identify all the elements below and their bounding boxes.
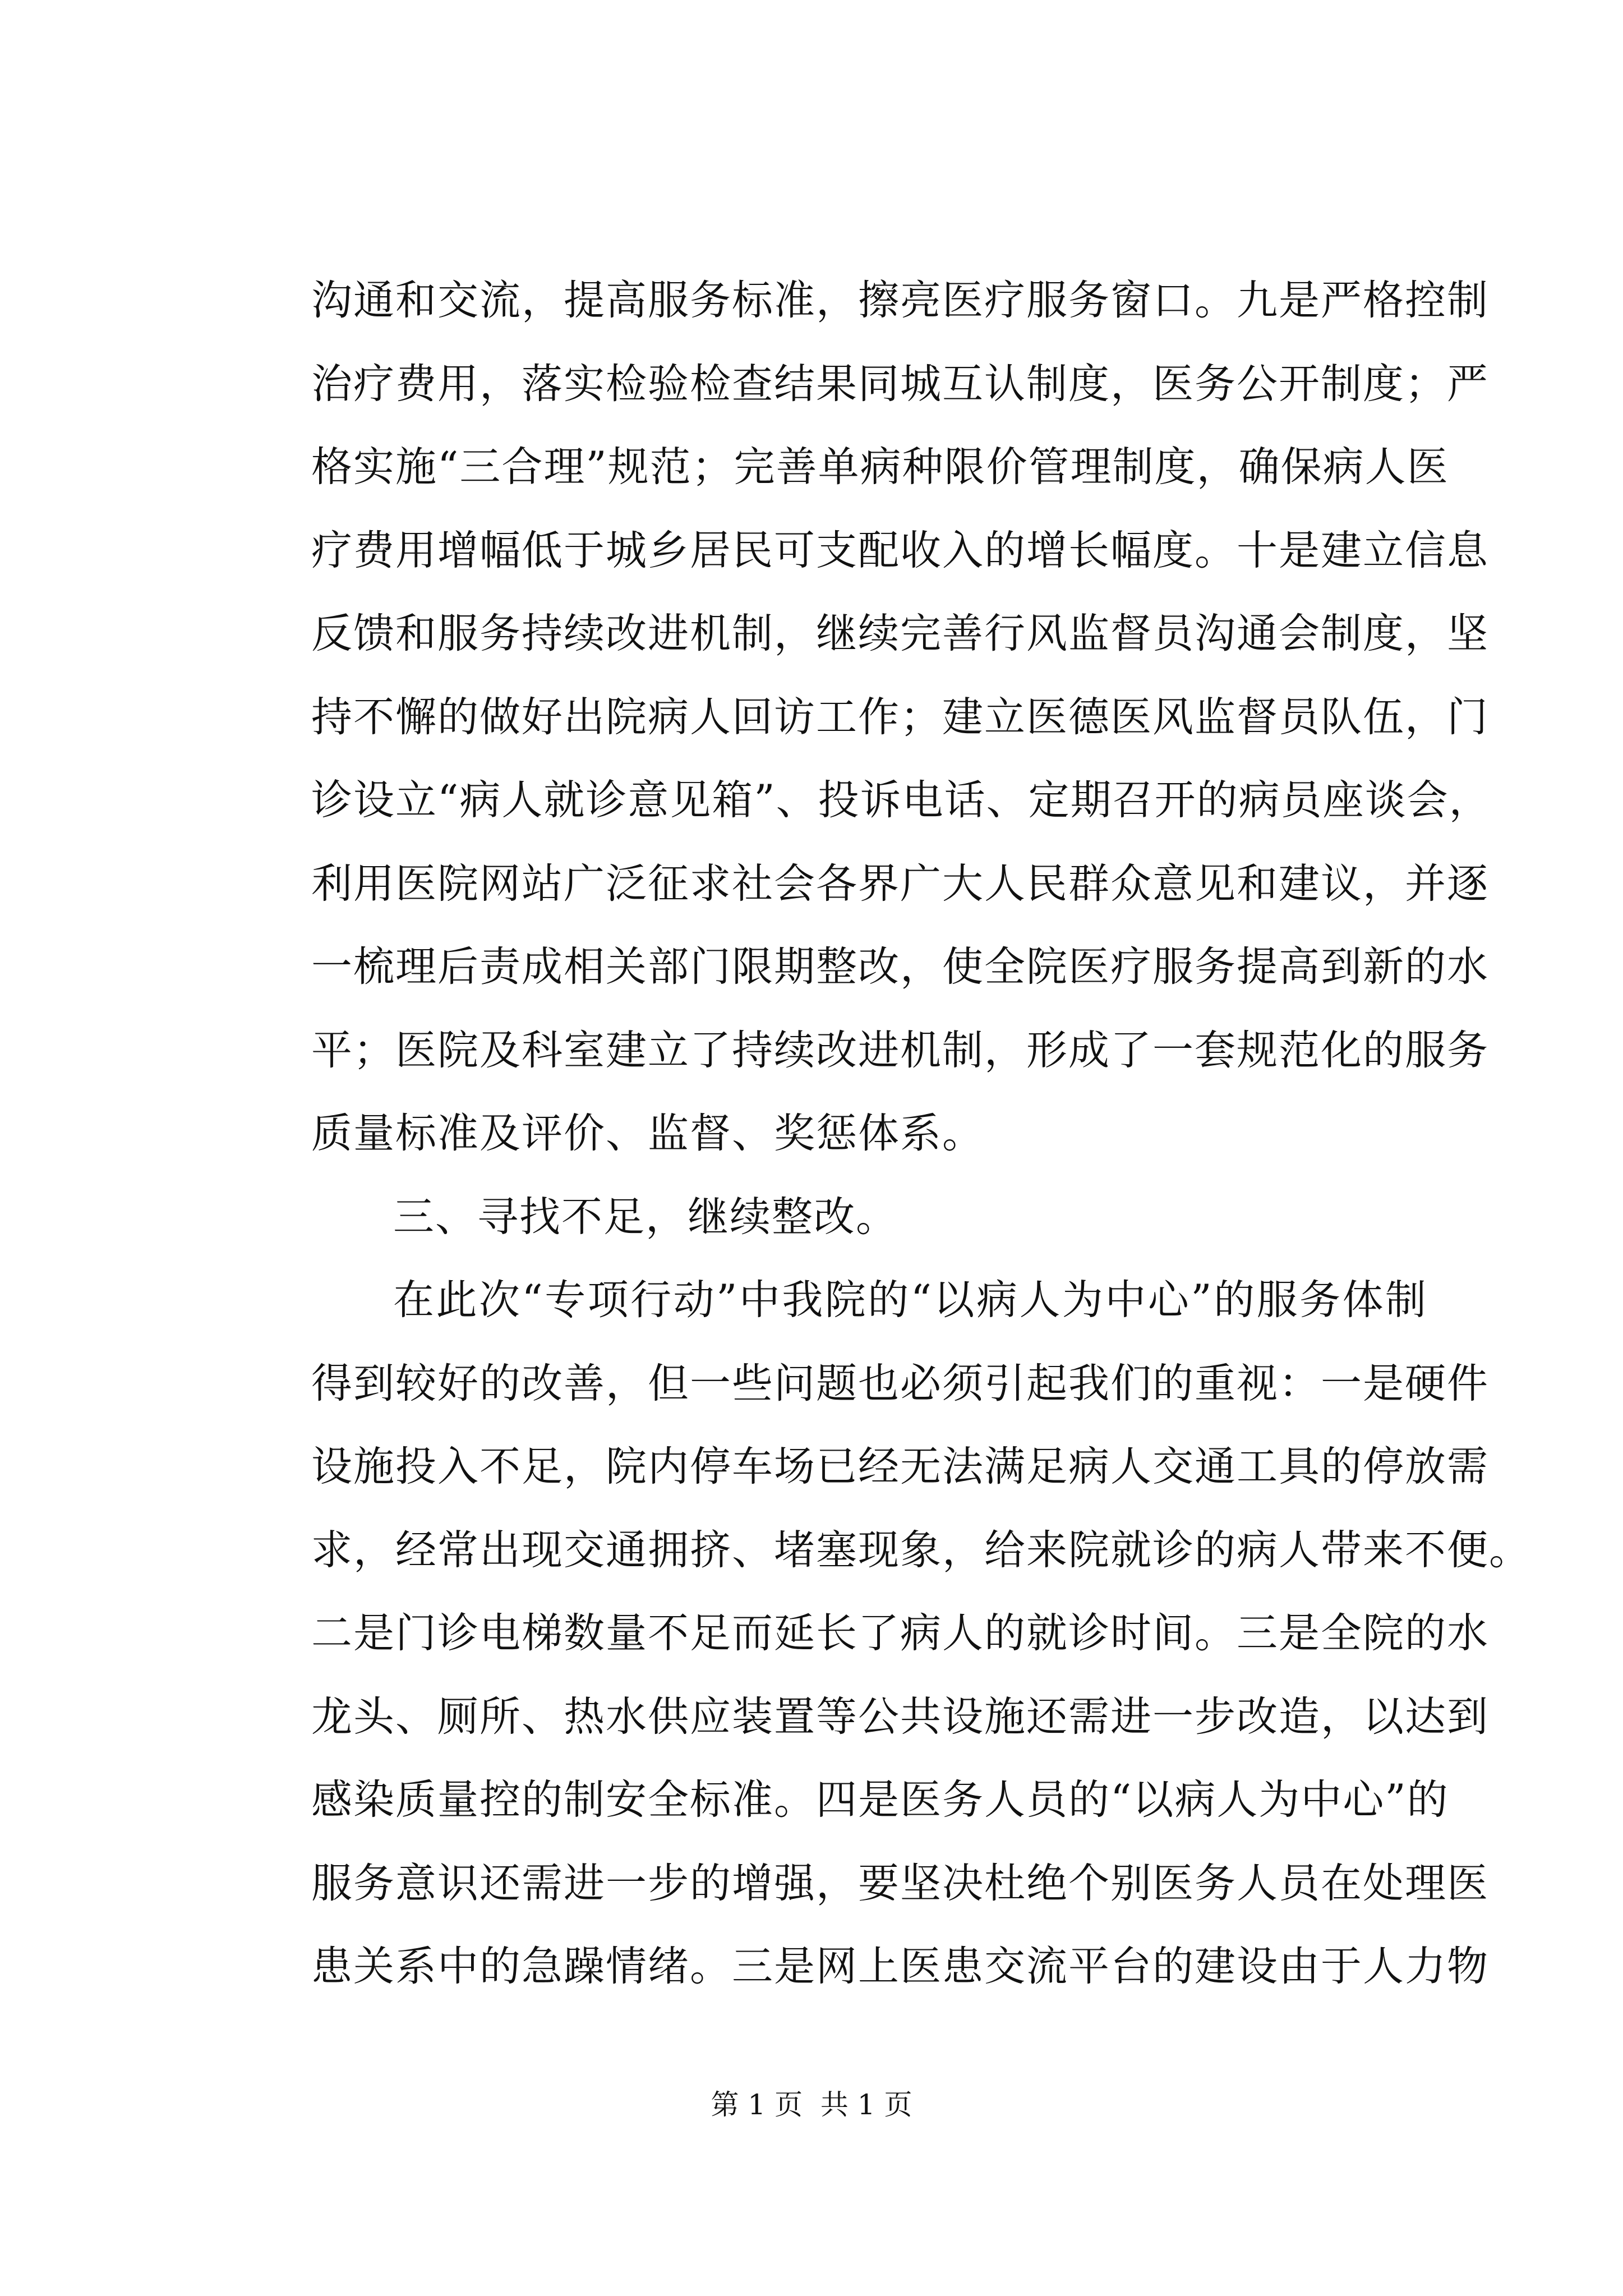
text-line: 利用医院网站广泛征求社会各界广大人民群众意见和建议，并逐: [311, 859, 1489, 908]
text-line: 格实施“三合理”规范；完善单病种限价管理制度，确保病人医: [311, 443, 1449, 491]
text-line: 三、寻找不足，继续整改。: [393, 1193, 898, 1241]
text-line: 治疗费用，落实检验检查结果同城互认制度，医务公开制度；严: [311, 360, 1489, 408]
paragraph: [311, 259, 1491, 1176]
text-line: 感染质量控的制安全标准。四是医务人员的“以病人为中心”的: [311, 1776, 1449, 1824]
text-line: 求，经常出现交通拥挤、堵塞现象，给来院就诊的病人带来不便。: [311, 1526, 1531, 1574]
paragraph: [311, 1259, 1531, 2009]
text-line: 诊设立“病人就诊意见箱”、投诉电话、定期召开的病员座谈会，: [311, 776, 1491, 824]
text-line: 设施投入不足，院内停车场已经无法满足病人交通工具的停放需: [311, 1443, 1489, 1490]
text-line: 疗费用增幅低于城乡居民可支配收入的增长幅度。十是建立信息: [311, 526, 1489, 574]
text-line: 服务意识还需进一步的增强，要坚决杜绝个别医务人员在处理医: [311, 1859, 1489, 1907]
text-line: 质量标准及评价、监督、奖惩体系。: [311, 1110, 984, 1157]
page-footer: 第 1 页 共 1 页: [711, 2088, 912, 2121]
paragraph: [311, 1176, 1427, 1259]
text-line: 平；医院及科室建立了持续改进机制，形成了一套规范化的服务: [311, 1026, 1489, 1074]
document-body: [311, 259, 1531, 2009]
text-line: 患关系中的急躁情绪。三是网上医患交流平台的建设由于人力物: [311, 1943, 1489, 1990]
text-line: 沟通和交流，提高服务标准，擦亮医疗服务窗口。九是严格控制: [311, 277, 1489, 324]
text-line: 一梳理后责成相关部门限期整改，使全院医疗服务提高到新的水: [311, 943, 1489, 991]
text-line: 持不懈的做好出院病人回访工作；建立医德医风监督员队伍，门: [311, 693, 1489, 741]
text-line: 二是门诊电梯数量不足而延长了病人的就诊时间。三是全院的水: [311, 1609, 1489, 1657]
text-line: 在此次“专项行动”中我院的“以病人为中心”的服务体制: [393, 1276, 1427, 1324]
text-line: 反馈和服务持续改进机制，继续完善行风监督员沟通会制度，坚: [311, 610, 1489, 657]
text-line: 得到较好的改善，但一些问题也必须引起我们的重视：一是硬件: [311, 1359, 1489, 1407]
text-line: 龙头、厕所、热水供应装置等公共设施还需进一步改造，以达到: [311, 1692, 1489, 1741]
